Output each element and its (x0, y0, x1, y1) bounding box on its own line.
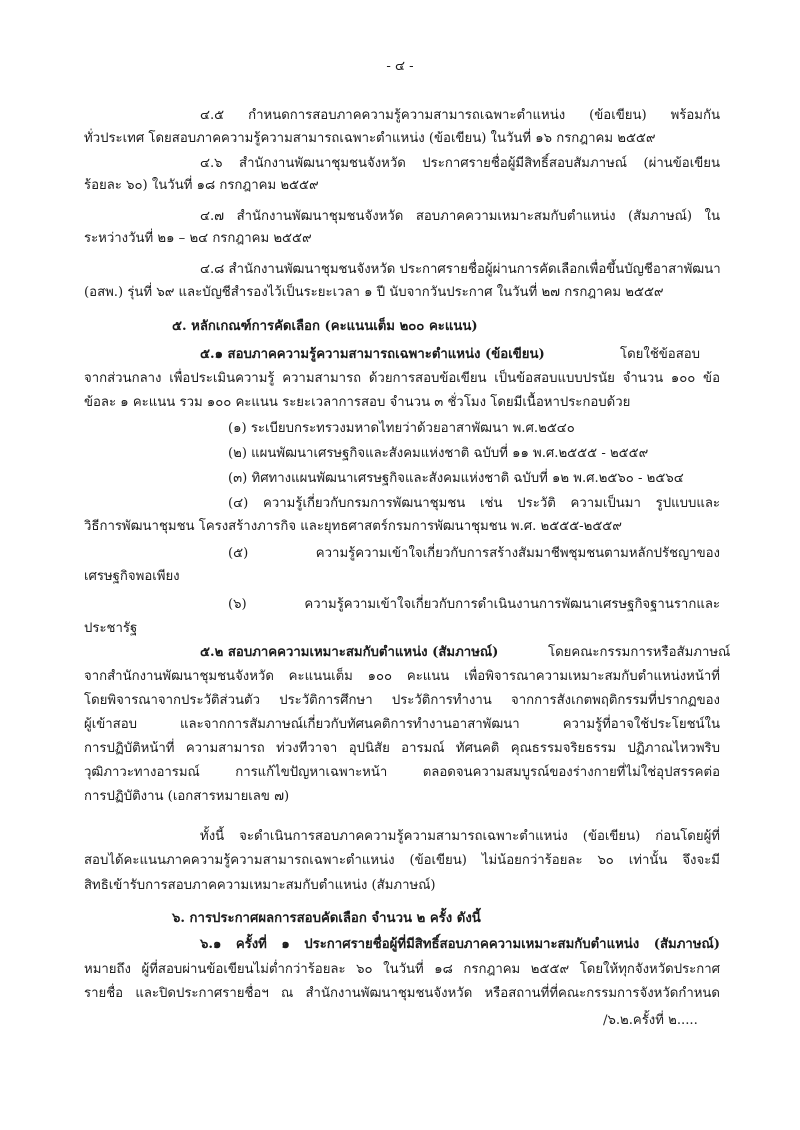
paragraph-line: ประชารัฐ (84, 621, 138, 636)
paragraph-line: การปฏิบัติหน้าที่ ความสามารถ ท่วงทีวาจา อุปนิสัย อารมณ์ ทัศนคติ คุณธรรมจริยธรรม ปฏิภาณไหวพริบ (84, 741, 720, 756)
paragraph-line: ระหว่างวันที่ ๒๑ – ๒๔ กรกฎาคม ๒๕๕๙ (84, 231, 312, 246)
paragraph-line: โดยพิจารณาจากประวัติส่วนตัว ประวัติการศึกษา ประวัติการทำงาน จากการสังเกตพฤติกรรมที่ปรากฏของ (84, 693, 720, 708)
paragraph-line: สิทธิเข้ารับการสอบภาคความเหมาะสมกับตำแหน่ง (สัมภาษณ์) (84, 878, 436, 893)
continuation-marker: /๖.๒.ครั้งที่ ๒..... (603, 1013, 698, 1028)
paragraph-line: วุฒิภาวะทางอารมณ์ การแก้ไขปัญหาเฉพาะหน้า ตลอดจนความสมบูรณ์ของร่างกายที่ไม่ใช่อุปสรรคต่อ (84, 765, 720, 780)
paragraph-line: ข้อละ ๑ คะแนน รวม ๑๐๐ คะแนน ระยะเวลาการสอบ จำนวน ๓ ชั่วโมง โดยมีเนื้อหาประกอบด้วย (84, 395, 631, 410)
paragraph-line: จากส่วนกลาง เพื่อประเมินความรู้ ความสามารถ ด้วยการสอบข้อเขียน เป็นข้อสอบแบบปรนัย จำนวน ๑๐๐ ข้อ (84, 371, 720, 386)
page-number: - ๔ - (386, 59, 414, 74)
content-item-1: (๑) ระเบียบกระทรวงมหาดไทยว่าด้วยอาสาพัฒนา พ.ศ.๒๕๔๐ (228, 421, 575, 436)
item-4-7: ๔.๗ สำนักงานพัฒนาชุมชนจังหวัด สอบภาคความเหมาะสมกับตำแหน่ง (สัมภาษณ์) ใน (200, 209, 720, 224)
paragraph-line: เศรษฐกิจพอเพียง (84, 569, 180, 584)
section-5-heading: ๕. หลักเกณฑ์การคัดเลือก (คะแนนเต็ม ๒๐๐ คะแนน) (172, 319, 478, 334)
content-item-4: (๔) ความรู้เกี่ยวกับกรมการพัฒนาชุมชน เช่น ประวัติ ความเป็นมา รูปแบบและ (228, 496, 720, 511)
item-4-8: ๔.๘ สำนักงานพัฒนาชุมชนจังหวัด ประกาศรายชื่อผู้ผ่านการคัดเลือกเพื่อขึ้นบัญชีอาสาพัฒนา (200, 262, 721, 277)
paragraph-line: จากสำนักงานพัฒนาชุมชนจังหวัด คะแนนเต็ม ๑๐๐ คะแนน เพื่อพิจารณาความเหมาะสมกับตำแหน่งหน้าที่ (84, 669, 720, 684)
section-6-heading: ๖. การประกาศผลการสอบคัดเลือก จำนวน ๒ ครั้ง ดังนี้ (172, 911, 481, 926)
paragraph-line: ทั่วประเทศ โดยสอบภาคความรู้ความสามารถเฉพาะตำแหน่ง (ข้อเขียน) ในวันที่ ๑๖ กรกฎาคม ๒๕๕๙ (84, 131, 656, 146)
content-item-2: (๒) แผนพัฒนาเศรษฐกิจและสังคมแห่งชาติ ฉบับที่ ๑๑ พ.ศ.๒๕๕๕ - ๒๕๕๙ (228, 446, 649, 461)
section-5-2-heading: ๕.๒ สอบภาคความเหมาะสมกับตำแหน่ง (สัมภาษณ์) (200, 645, 499, 660)
paragraph-line: สอบได้คะแนนภาคความรู้ความสามารถเฉพาะตำแหน่ง (ข้อเขียน) ไม่น้อยกว่าร้อยละ ๖๐ เท่านั้น จึงจะมี (84, 853, 720, 868)
content-item-3: (๓) ทิศทางแผนพัฒนาเศรษฐกิจและสังคมแห่งชาติ ฉบับที่ ๑๒ พ.ศ.๒๕๖๐ - ๒๕๖๔ (228, 471, 684, 486)
paragraph-line: โดยใช้ข้อสอบ (620, 347, 701, 362)
paragraph-line: รายชื่อ และปิดประกาศรายชื่อฯ ณ สำนักงานพัฒนาชุมชนจังหวัด หรือสถานที่ที่คณะกรรมการจังหวัดกำหนด (84, 986, 720, 1001)
paragraph-line: ร้อยละ ๖๐) ในวันที่ ๑๘ กรกฎาคม ๒๕๕๙ (84, 178, 319, 193)
paragraph-line: ผู้เข้าสอบ และจากการสัมภาษณ์เกี่ยวกับทัศนคติการทำงานอาสาพัฒนา ความรู้ที่อาจใช้ประโยชน์ใน (84, 717, 720, 732)
paragraph-line: วิธีการพัฒนาชุมชน โครงสร้างภารกิจ และยุทธศาสตร์กรมการพัฒนาชุมชน พ.ศ. ๒๕๕๕-๒๕๕๙ (84, 519, 622, 534)
paragraph-line: หมายถึง ผู้ที่สอบผ่านข้อเขียนไม่ต่ำกว่าร้อยละ ๖๐ ในวันที่ ๑๘ กรกฎาคม ๒๕๕๙ โดยให้ทุกจังหวัดประกาศ (84, 962, 720, 977)
item-4-6: ๔.๖ สำนักงานพัฒนาชุมชนจังหวัด ประกาศรายชื่อผู้มีสิทธิ์สอบสัมภาษณ์ (ผ่านข้อเขียน (200, 156, 720, 171)
item-4-5: ๔.๕ กำหนดการสอบภาคความรู้ความสามารถเฉพาะตำแหน่ง (ข้อเขียน) พร้อมกัน (200, 108, 720, 123)
paragraph-line: การปฏิบัติงาน (เอกสารหมายเลข ๗) (84, 789, 290, 804)
section-5-1-heading: ๕.๑ สอบภาคความรู้ความสามารถเฉพาะตำแหน่ง (ข้อเขียน) (200, 347, 545, 362)
section-6-1-heading: ๖.๑ ครั้งที่ ๑ ประกาศรายชื่อผู้ที่มีสิทธิ์สอบภาคความเหมาะสมกับตำแหน่ง (สัมภาษณ์) (200, 937, 720, 952)
content-item-6: (๖) ความรู้ความเข้าใจเกี่ยวกับการดำเนินงานการพัฒนาเศรษฐกิจฐานรากและ (228, 597, 720, 612)
paragraph-line: โดยคณะกรรมการหรือสัมภาษณ์ (548, 645, 731, 660)
paragraph-line: (อสพ.) รุ่นที่ ๖๙ และบัญชีสำรองไว้เป็นระยะเวลา ๑ ปี นับจากวันประกาศ ในวันที่ ๒๗ กรกฎาคม ๒๕๕๙ (84, 285, 664, 300)
note-paragraph: ทั้งนี้ จะดำเนินการสอบภาคความรู้ความสามารถเฉพาะตำแหน่ง (ข้อเขียน) ก่อนโดยผู้ที่ (200, 829, 720, 844)
content-item-5: (๕) ความรู้ความเข้าใจเกี่ยวกับการสร้างสัมมาชีพชุมชนตามหลักปรัชญาของ (228, 546, 720, 561)
